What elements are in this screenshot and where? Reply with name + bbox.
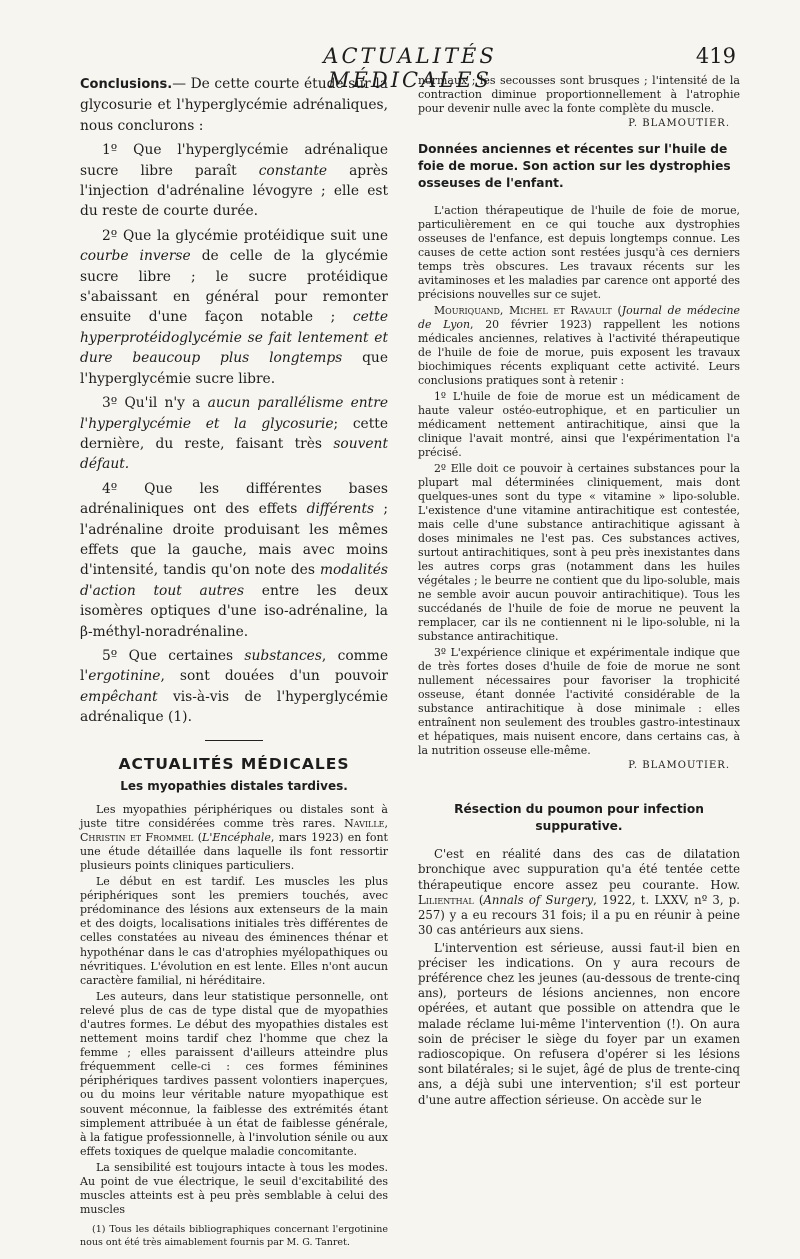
- myopathies-paragraph-3: Les auteurs, dans leur statistique personnelle, ont relevé plus de cas de type distal que de myopathies d'autres formes. Le début des myopathies distales est nettement moins tardif chez l'homme que chez la femme ; elles paraissent d'ailleurs atteindre plus fréquemment celle-ci : ces formes féminines périphériques tardives passent volontiers inaperçues, ou du moins leur véritable nature myopathique est souvent méconnue, la faiblesse des extrémités étant simplement attribuée à un état de faiblesse générale, à la fatigue professionnelle, à l'involution sénile ou aux effets toxiques de quelque maladie concomitante.: [80, 989, 388, 1158]
- myopathies-paragraph-2: Le début en est tardif. Les muscles les plus périphériques sont les premiers touchés, avec prédominance des lésions aux extenseurs de la main et des doigts, localisations initiales très différentes de celles constatées au niveau des éminences thénar et hypothénar dans le cas d'atrophies myélopathiques ou névritiques. L'évolution en est lente. Elles n'ont aucun caractère familial, ni héréditaire.: [80, 875, 388, 987]
- running-title: ACTUALITÉS MÉDICALES: [323, 44, 497, 92]
- page-number: 419: [695, 44, 736, 68]
- article-title: Les myopathies distales tardives.: [120, 778, 348, 793]
- author-signature: P. BLAMOUTIER.: [628, 118, 730, 130]
- cod-liver-paragraph-2: Mouriquand, Michel et Ravault (Journal de médecine de Lyon, 20 février 1923) rappellent les notions médicales anciennes, relatives à l'activité thérapeutique de l'huile de foie de morue, puis exposent les travaux biochimiques récents expliquant cette activité. Leurs conclusions pratiques sont à retenir :: [418, 304, 740, 388]
- cod-liver-paragraph-3: 1º L'huile de foie de morue est un médicament de haute valeur ostéo-eutrophique, et en particulier un médicament nettement antirachitique, ainsi que la clinique l'avait montré, ainsi que l'expérimentation l'a précisé.: [418, 390, 740, 460]
- conclusion-5: 5º Que certaines substances, comme l'ergotinine, sont douées d'un pouvoir empêchant vis-à-vis de l'hyperglycémie adrénalique (1).: [80, 647, 388, 726]
- lung-paragraph-2: L'intervention est sérieuse, aussi faut-il bien en préciser les indications. On y aura recours de préférence chez les jeunes (au-dessous de trente-cinq ans), porteurs de lésions anciennes, non encore opérées, et autant que possible on attendra que le malade réclame lui-même l'intervention (!). On aura soin de préciser le siège du foyer par un examen radioscopique. On refusera d'opérer si les lésions sont bilatérales; si le sujet, âgé de plus de trente-cinq ans, a déjà subi une intervention; s'il est porteur d'une autre affection sérieuse. On accède sur le: [418, 940, 740, 1107]
- cod-liver-paragraph-5: 3º L'expérience clinique et expérimentale indique que de très fortes doses d'huile de foie de morue ne sont nullement nécessaires pour favoriser la trophicité osseuse, étant donnée l'activité considérable de la substance antirachitique à dose minimale : elles entraînent non seulement des troubles gastro-intestinaux et hépatiques, mais nuisent encore, dans certains cas, à la nutrition osseuse elle-même.: [418, 646, 740, 758]
- conclusions-paragraph: Conclusions.— De cette courte étude sur la glycosurie et l'hyperglycémie adrénaliques, nous conclurons :: [80, 76, 388, 134]
- article-title-lung-resection: Résection du poumon pour infection suppurative.: [454, 802, 704, 834]
- article-title-cod-liver-oil: Données anciennes et récentes sur l'huile de foie de morue. Son action sur les dystrophies osseuses de l'enfant.: [418, 142, 731, 191]
- myopathies-paragraph-1: Les myopathies périphériques ou distales sont à juste titre considérées comme très rares. Naville, Christin et Frommel (L'Encéphale, mars 1923) en font une étude détaillée dans laquelle ils font ressortir plusieurs points cliniques particuliers.: [80, 802, 388, 872]
- conclusion-1: 1º Que l'hyperglycémie adrénalique sucre libre paraît constante après l'injection d'adrénaline lévogyre ; elle est du reste de courte durée.: [80, 142, 388, 220]
- conclusion-4: 4º Que les différentes bases adrénaliniques ont des effets différents ; l'adrénaline droite produisant les mêmes effets que la gauche, mais avec moins d'intensité, tandis qu'on note des modalités d'action tout autres entre les deux isomères optiques d'une iso-adrénaline, la β-méthyl-noradrénaline.: [80, 480, 388, 640]
- section-title: ACTUALITÉS MÉDICALES: [118, 754, 350, 773]
- left-column: [80, 74, 388, 1259]
- lung-paragraph-1: C'est en réalité dans des cas de dilatation bronchique avec suppuration qu'a été tentée cette thérapeutique encore assez peu courante. How. Lilienthal (Annals of Surgery, 1922, t. LXXV, nº 3, p. 257) y a eu recours 31 fois; il a pu en réunir à peine 30 cas antérieurs aux siens.: [418, 847, 741, 938]
- footnote: (1) Tous les détails bibliographiques concernant l'ergotinine nous ont été très aimablement fournis par M. G. Tanret.: [80, 1224, 388, 1249]
- myopathies-paragraph-4: La sensibilité est toujours intacte à tous les modes. Au point de vue électrique, le seuil d'excitabilité des muscles atteints est à peu près semblable à celui des muscles: [80, 1160, 388, 1217]
- author-signature: P. BLAMOUTIER.: [628, 760, 730, 772]
- conclusion-2: 2º Que la glycémie protéidique suit une courbe inverse de celle de la glycémie sucre libre ; le sucre protéidique s'abaissant en général pour remonter ensuite d'une façon notable ; cette hyperprotéidoglycémie se fait lentement et dure beaucoup plus longtemps que l'hyperglycémie sucre libre.: [80, 227, 388, 387]
- conclusion-3: 3º Qu'il n'y a aucun parallélisme entre l'hyperglycémie et la glycosurie; cette dernière, du reste, faisant très souvent défaut.: [80, 395, 388, 473]
- separator-rule: [205, 740, 263, 741]
- cod-liver-paragraph-1: L'action thérapeutique de l'huile de foie de morue, particulièrement en ce qui touche aux dystrophies osseuses de l'enfance, est depuis longtemps connue. Les causes de cette action sont restées jusqu'à ces derniers temps très obscures. Les travaux récents sur les avitaminoses et les maladies par carence ont apporté des précisions nouvelles sur ce sujet.: [418, 204, 740, 302]
- cod-liver-paragraph-4: 2º Elle doit ce pouvoir à certaines substances pour la plupart mal déterminées cliniquement, mais dont quelques-unes sont du type « vitamine » lipo-soluble. L'existence d'une vitamine antirachitique est contestée, mais celle d'une substance antirachitique agissant à doses minimales ne l'est pas. Ces substances actives, surtout antirachitiques, sont à peu près inexistantes dans les autres corps gras (notamment dans les huiles végétales ; le beurre ne contient que du lipo-soluble, mais ne semble avoir aucun pouvoir antirachitique). Tous les succédanés de l'huile de foie de morue ne peuvent la remplacer, car ils ne contiennent ni le lipo-soluble, ni la substance antirachitique.: [418, 462, 740, 644]
- conclusions-lead: Conclusions.: [80, 77, 173, 92]
- continuation-paragraph: normaux ; les secousses sont brusques ; l'intensité de la contraction diminue proportionnellement à l'atrophie pour devenir nulle avec la fonte complète du muscle.: [418, 74, 740, 116]
- right-column: [418, 74, 740, 1110]
